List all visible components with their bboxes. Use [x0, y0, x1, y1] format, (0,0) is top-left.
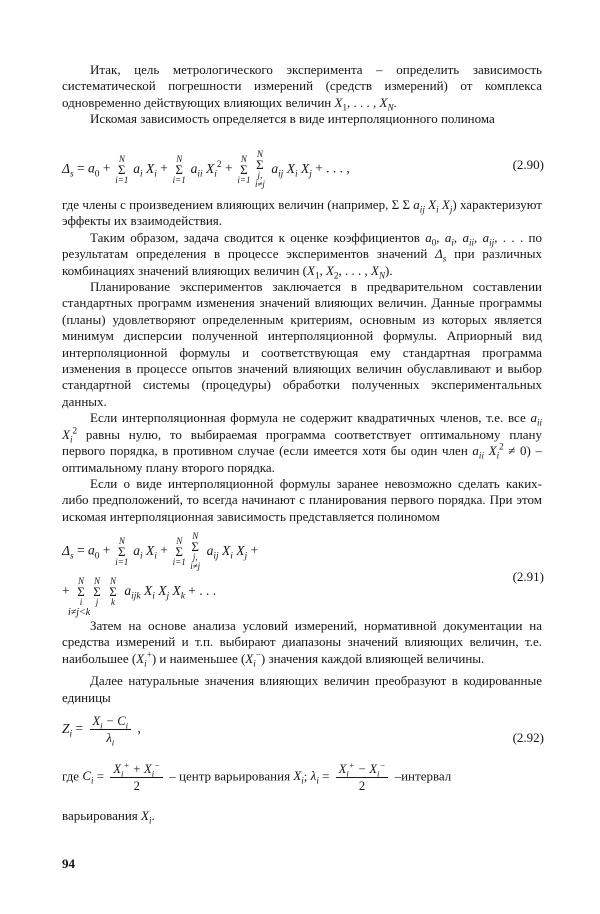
paragraph-first-order-render: Если интерполяционная формула не содержит квадратичных членов, т.е. все $a_{ii}$ $X_i^2$ равны нулю, то выбираемая программа соответствует оптимальному плану первого порядка, в противном случае (если имеется хотя бы один член $a_{ii}$ $X_i^2 \ne 0$) – оптимальному плану второго порядка.	[62, 410, 542, 475]
paragraph-ranges-render: Затем на основе анализа условий измерений, нормативной документации на средства измерений и т.п. выбирают диапазоны значений влияющих величин, т.е. наибольшее $(X_i^+)$ и наименьшее $(X_i^-)$ значения каждой влияющей величины.	[62, 618, 542, 669]
sum-symbol: N Σ j, i≠j	[190, 531, 201, 571]
paragraph-task-render: Таким образом, задача сводится к оценке коэффициентов $a_0$, $a_i$, $a_{ii}$, $a_{ij}$, . . . по результатам определения в процессе экспериментов значений $\Delta_s$ при различных комбинациях значений влияющих величин ($X_1$, $X_2$, . . . , $X_N$).	[62, 229, 543, 281]
fraction-interval: $\frac{X_i^+ - X_i^-}{2}$	[336, 762, 389, 793]
sum-symbol: N Σ i=1	[237, 153, 251, 185]
sum-symbol: N Σ k	[109, 576, 117, 607]
equation-2-91: $\Delta_s = a_0$ + N Σ i=1 $a_i$ $X_i$ + N Σ i=1 N Σ j, i≠j $a_{ij}$ $X_i$ $X_j$ + + N Σ i N Σ j N Σ k $a_{ijk}$ $X_i$ $X_j$ $X_k$ + . . . i≠j<k	[62, 531, 259, 618]
paragraph-coding: Далее натуральные значения влияющих величин преобразуют в кодированные единицы	[62, 673, 542, 705]
word-where: где	[62, 768, 80, 784]
equation-number-2-92: (2.92)	[512, 730, 544, 745]
text-center: – центр варьирования	[169, 768, 291, 784]
text-block-ranges	[62, 618, 542, 706]
fraction-center: $\frac{X_i^+ + X_i^-}{2}$	[110, 762, 163, 793]
paragraph-goal-render: Итак, цель метрологического эксперимента – определить зависимость систематической погрешности измерений (средств измерений) от комплекса одновременно действующих влияющих величин $X_1$, . . . , $X_N$.	[62, 62, 542, 113]
page-number: 94	[62, 856, 75, 871]
sum-symbol: N Σ j, i≠j	[254, 149, 265, 189]
sum-symbol: N Σ i=1	[115, 153, 129, 185]
text-interval: –интервал	[394, 768, 452, 784]
sum-symbol: N Σ i=1	[115, 535, 129, 567]
paragraph-planning: Планирование экспериментов заключается в предварительном составлении стандартных программ изменения значений влияющих величин. Данные программы (планы) удовлетворяют определенным критериям, основным из которых является минимум дисперсии полученной интерполяционной формулы. Априорный вид интерполяционной формулы и соответствующая ему стандартная программа изменения в процессе опытов значений влияющих величин обуславливают и выбор стандартной системы (процедуры) обработки полученных экспериментальных данных.	[62, 279, 542, 409]
text-block-definitions: где $C_i$ = $\frac{X_i^+ + X_i^-}{2}$ – центр варьирования $X_i$; $\lambda_i$ = $\frac{X_i^+ - X_i^-}{2}$ –интервал	[62, 759, 452, 793]
sum-symbol: N Σ i=1	[172, 535, 186, 567]
paragraph-polynomial: Искомая зависимость определяется в виде интерполяционного полинома	[90, 111, 495, 127]
paragraph-interaction-render: где члены с произведением влияющих величин (например, Σ Σ $a_{ij}$ $X_i$ $X_j$) характеризуют эффекты их взаимодействия.	[62, 197, 542, 229]
sum-symbol: N Σ i=1	[172, 153, 186, 185]
equation-number-2-90: (2.90)	[512, 157, 544, 172]
fraction-coded: $\frac{X_i - C_i}{\lambda_i}$	[90, 714, 132, 745]
equation-number-2-91: (2.91)	[512, 569, 544, 584]
paragraph-unknown-form: Если о виде интерполяционной формулы заранее невозможно сделать каких-либо предположений, то всегда начинают с планирования первого порядка. При этом искомая интерполяционная зависимость представляется полиномом	[62, 475, 542, 524]
text-variation: варьирования	[62, 808, 138, 823]
text-block-coefficients	[62, 197, 542, 525]
sum-symbol: N Σ j	[93, 576, 101, 607]
text-block-intro	[62, 62, 542, 128]
equation-2-92: $Z_i$ = $\frac{X_i - C_i}{\lambda_i}$ ,	[62, 714, 141, 748]
equation-2-90: $\Delta_s = a_0$ + N Σ i=1 $a_i$ $X_i$ + N Σ i=1 $a_{ii}$ $X_i^2$ + N Σ i=1 N Σ j, i≠j $a_{ij}$ $X_i$ $X_j$ + . . . ,	[62, 149, 350, 189]
sum-symbol: N Σ i	[77, 576, 85, 607]
text-block-variation: варьирования $X_i$.	[62, 808, 155, 826]
